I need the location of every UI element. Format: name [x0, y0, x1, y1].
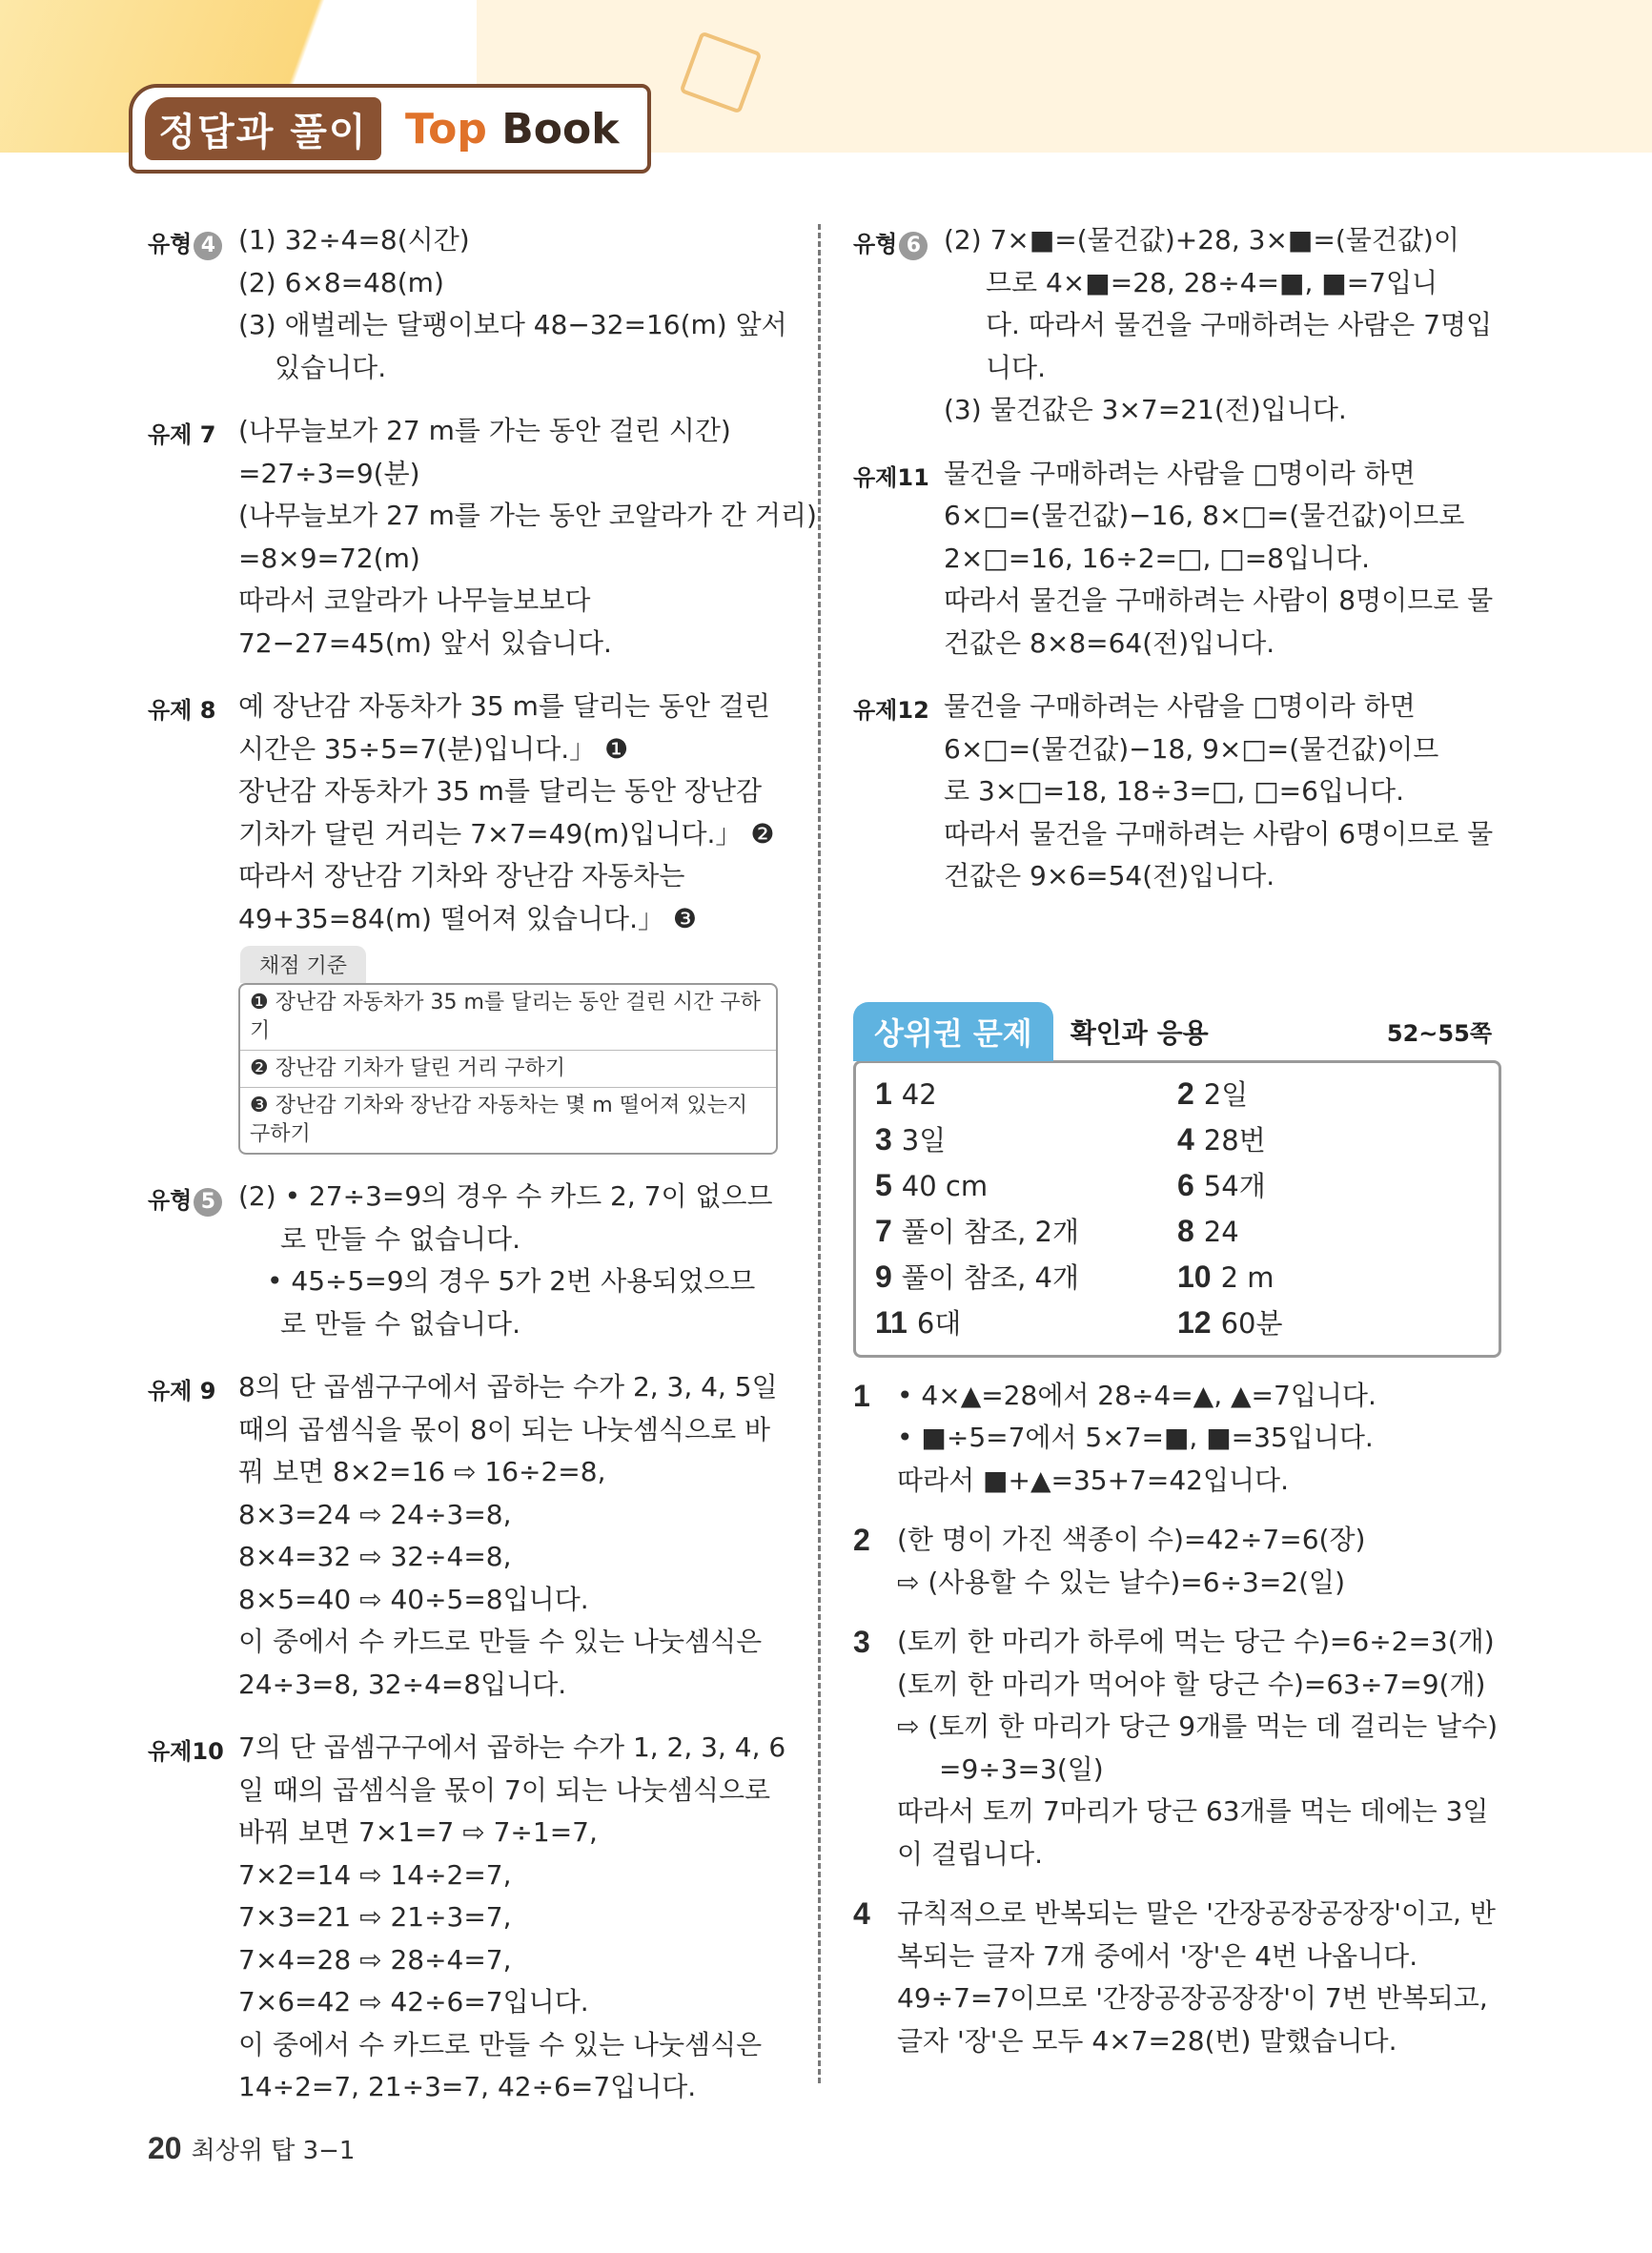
text-line: 따라서 물건을 구매하려는 사람이 8명이므로 물	[944, 584, 1494, 616]
text-line: 6×□=(물건값)−18, 9×□=(물건값)이므	[944, 732, 1439, 765]
text-line: (1) 32÷4=8(시간)	[238, 224, 470, 256]
text-line: 이 걸립니다.	[897, 1837, 1044, 1870]
text-line: 8×4=32 ⇨ 32÷4=8,	[238, 1541, 512, 1572]
text-line: =8×9=72(m)	[238, 542, 420, 574]
text-line: • ■÷5=7에서 5×7=■, ■=35입니다.	[897, 1422, 1374, 1453]
text-line: (2) • 27÷3=9의 경우 수 카드 2, 7이 없으므	[238, 1180, 773, 1212]
exercise-11-block	[853, 453, 1501, 666]
solution-3	[853, 1621, 1501, 1875]
answer-item: 8 24	[1177, 1213, 1239, 1248]
text-line: 시간은 35÷5=7(분)입니다.」 ❶	[238, 732, 629, 765]
exercise-8-tag: 유제 8	[148, 697, 216, 724]
text-line: 예 장난감 자동차가 35 m를 달리는 동안 걸린	[238, 690, 770, 722]
text-line: 따라서 장난감 기차와 장난감 자동차는	[238, 860, 685, 891]
answer-tab: 상위권 문제	[853, 1002, 1053, 1061]
exercise-11-tag: 유제11	[853, 463, 929, 491]
text-line: 니다.	[986, 351, 1046, 383]
right-column	[853, 219, 1501, 2062]
text-line: 물건을 구매하려는 사람을 □명이라 하면	[944, 690, 1416, 722]
text-line: 로 만들 수 없습니다.	[280, 1307, 520, 1340]
solution-1	[853, 1375, 1501, 1503]
text-line: (3) 물건값은 3×7=21(전)입니다.	[944, 394, 1347, 425]
text-line: (토끼 한 마리가 먹어야 할 당근 수)=63÷7=9(개)	[897, 1668, 1486, 1700]
answer-item: 11 6대	[875, 1304, 962, 1340]
text-line: 꿔 보면 8×2=16 ⇨ 16÷2=8,	[238, 1456, 606, 1487]
text-line: 6×□=(물건값)−16, 8×□=(물건값)이므로	[944, 500, 1465, 531]
type-5-block	[148, 1176, 786, 1345]
type-number-badge: 6	[899, 232, 928, 260]
text-line: • 4×▲=28에서 28÷4=▲, ▲=7입니다.	[897, 1379, 1377, 1411]
criteria-row: ❸ 장난감 기차와 장난감 자동차는 몇 m 떨어져 있는지 구하기	[250, 1094, 748, 1146]
type-4-tag: 유형 4	[148, 219, 238, 389]
text-line: 8×3=24 ⇨ 24÷3=8,	[238, 1498, 512, 1530]
text-line: 있습니다.	[275, 351, 387, 383]
text-line: 다. 따라서 물건을 구매하려는 사람은 7명입	[986, 309, 1493, 340]
type-6-block	[853, 219, 1501, 432]
book-title	[405, 105, 620, 154]
exercise-7-block	[148, 410, 817, 665]
criteria-row: ❶ 장난감 자동차가 35 m를 달리는 동안 걸린 시간 구하기	[240, 985, 776, 1051]
text-line: =27÷3=9(분)	[238, 457, 420, 489]
text-line: 물건을 구매하려는 사람을 □명이라 하면	[944, 457, 1416, 489]
answer-pages: 52~55쪽	[1386, 1020, 1492, 1047]
text-line: (나무늘보가 27 m를 가는 동안 걸린 시간)	[238, 415, 731, 446]
text-line: (나무늘보가 27 m를 가는 동안 코알라가 간 거리)	[238, 500, 817, 531]
solution-number: 3	[853, 1625, 870, 1659]
text-line: 72−27=45(m) 앞서 있습니다.	[238, 626, 612, 659]
answer-item: 2 2일	[1177, 1075, 1249, 1111]
exercise-10-block	[148, 1727, 786, 2109]
section-title: 정답과 풀이	[145, 97, 381, 160]
exercise-9-block	[148, 1366, 786, 1706]
text-line: =9÷3=3(일)	[939, 1752, 1104, 1785]
text-line: 7×3=21 ⇨ 21÷3=7,	[238, 1901, 512, 1933]
type-6-tag: 유형 6	[853, 219, 944, 432]
text-line: (한 명이 가진 색종이 수)=42÷7=6(장)	[897, 1524, 1366, 1555]
answer-subtitle: 확인과 응용	[1070, 1016, 1209, 1049]
text-line: 글자 '장'은 모두 4×7=28(번) 말했습니다.	[897, 2024, 1397, 2057]
text-line: 기차가 달린 거리는 7×7=49(m)입니다.」 ❷	[238, 817, 775, 850]
text-line: 8×5=40 ⇨ 40÷5=8입니다.	[238, 1583, 589, 1615]
book-name: 최상위 탑 3−1	[191, 2137, 356, 2165]
exercise-9-tag: 유제 9	[148, 1378, 216, 1404]
text-line: • 45÷5=9의 경우 5가 2번 사용되었으므	[267, 1265, 756, 1297]
text-line: ⇨ (토끼 한 마리가 당근 9개를 먹는 데 걸리는 날수)	[897, 1710, 1499, 1742]
grading-criteria	[238, 946, 778, 1155]
type-5-tag: 유형 5	[148, 1176, 238, 1345]
solution-4	[853, 1893, 1501, 2062]
exercise-10-tag: 유제10	[148, 1738, 224, 1765]
text-line: 14÷2=7, 21÷3=7, 42÷6=7입니다.	[238, 2071, 697, 2102]
text-line: 7의 단 곱셈구구에서 곱하는 수가 1, 2, 3, 4, 6	[238, 1731, 786, 1763]
answer-item: 9 풀이 참조, 4개	[875, 1259, 1079, 1294]
solution-number: 4	[853, 1896, 870, 1931]
grading-criteria-label: 채점 기준	[240, 946, 366, 983]
text-line: 2×□=16, 16÷2=□, □=8입니다.	[944, 542, 1371, 574]
text-line: 이 중에서 수 카드로 만들 수 있는 나눗셈식은	[238, 2028, 763, 2060]
answer-item: 5 40 cm	[875, 1167, 989, 1202]
text-line: 7×2=14 ⇨ 14÷2=7,	[238, 1858, 512, 1891]
answer-item: 1 42	[875, 1075, 937, 1111]
text-line: 따라서 ■+▲=35+7=42입니다.	[897, 1464, 1289, 1496]
answer-item: 4 28번	[1177, 1121, 1266, 1157]
text-line: 8의 단 곱셈구구에서 곱하는 수가 2, 3, 4, 5일	[238, 1371, 778, 1403]
criteria-row: ❷ 장난감 기차가 달린 거리 구하기	[240, 1051, 776, 1088]
book-title-book: Book	[501, 105, 620, 154]
text-line: 복되는 글자 7개 중에서 '장'은 4번 나옵니다.	[897, 1939, 1418, 1972]
exercise-7-tag: 유제 7	[148, 421, 216, 448]
answer-item: 3 3일	[875, 1121, 947, 1157]
type-4-block	[148, 219, 786, 389]
text-line: 장난감 자동차가 35 m를 달리는 동안 장난감	[238, 775, 763, 807]
text-line: 49+35=84(m) 떨어져 있습니다.」 ❸	[238, 902, 697, 934]
answer-item: 10 2 m	[1177, 1259, 1275, 1294]
answer-grid	[853, 1060, 1501, 1358]
text-line: 49÷7=7이므로 '간장공장공장장'이 7번 반복되고,	[897, 1982, 1488, 2014]
text-line: 로 3×□=18, 18÷3=□, □=6입니다.	[944, 775, 1404, 807]
text-line: 건값은 9×6=54(전)입니다.	[944, 860, 1275, 891]
text-line: 24÷3=8, 32÷4=8입니다.	[238, 1668, 567, 1700]
type-number-badge: 4	[194, 232, 222, 260]
text-line: (2) 7×■=(물건값)+28, 3×■=(물건값)이	[944, 224, 1459, 256]
page-number: 20	[148, 2131, 182, 2165]
text-line: 때의 곱셈식을 몫이 8이 되는 나눗셈식으로 바	[238, 1413, 771, 1445]
book-title-top: Top	[405, 105, 487, 154]
left-column	[148, 219, 817, 2130]
text-line: 므로 4×■=28, 28÷4=■, ■=7입니	[986, 266, 1438, 298]
exercise-8-block	[148, 686, 786, 1155]
text-line: (토끼 한 마리가 하루에 먹는 당근 수)=6÷2=3(개)	[897, 1626, 1495, 1657]
text-line: (3) 애벌레는 달팽이보다 48−32=16(m) 앞서	[238, 309, 787, 340]
column-divider	[818, 224, 821, 2083]
text-line: 따라서 코알라가 나무늘보보다	[238, 584, 591, 616]
solution-number: 2	[853, 1523, 870, 1557]
text-line: 건값은 8×8=64(전)입니다.	[944, 626, 1275, 659]
text-line: (2) 6×8=48(m)	[238, 266, 444, 298]
header-band-peach	[477, 0, 1652, 153]
text-line: 7×6=42 ⇨ 42÷6=7입니다.	[238, 1986, 589, 2017]
text-line: 따라서 물건을 구매하려는 사람이 6명이므로 물	[944, 817, 1494, 850]
exercise-12-tag: 유제12	[853, 697, 929, 724]
answer-summary	[853, 1003, 1501, 1358]
answer-item: 7 풀이 참조, 2개	[875, 1213, 1079, 1248]
type-number-badge: 5	[194, 1188, 222, 1217]
page-footer	[148, 2131, 355, 2166]
text-line: ⇨ (사용할 수 있는 날수)=6÷3=2(일)	[897, 1566, 1346, 1598]
text-line: 규칙적으로 반복되는 말은 '간장공장공장장'이고, 반	[897, 1897, 1496, 1929]
solution-number: 1	[853, 1378, 870, 1413]
text-line: 이 중에서 수 카드로 만들 수 있는 나눗셈식은	[238, 1626, 763, 1657]
solution-2	[853, 1519, 1501, 1604]
text-line: 로 만들 수 없습니다.	[280, 1222, 520, 1255]
text-line: 따라서 토끼 7마리가 당근 63개를 먹는 데에는 3일	[897, 1795, 1489, 1827]
answer-item: 12 60분	[1177, 1304, 1283, 1340]
text-line: 바꿔 보면 7×1=7 ⇨ 7÷1=7,	[238, 1816, 598, 1848]
answer-item: 6 54개	[1177, 1167, 1266, 1202]
text-line: 일 때의 곱셈식을 몫이 7이 되는 나눗셈식으로	[238, 1773, 771, 1806]
exercise-12-block	[853, 686, 1501, 898]
text-line: 7×4=28 ⇨ 28÷4=7,	[238, 1943, 512, 1976]
